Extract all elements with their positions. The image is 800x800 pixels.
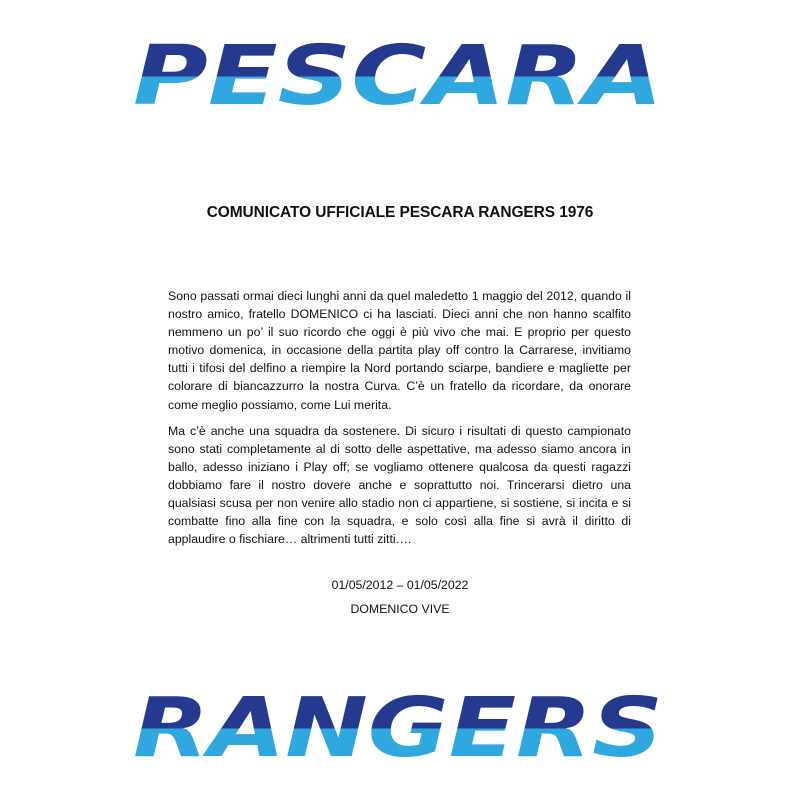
date-range: 01/05/2012 – 01/05/2022 [331,578,469,592]
rangers-logo [130,692,666,764]
pescara-logo-text: PESCARA [133,40,663,112]
pescara-logo [130,40,666,112]
rangers-logo-text: RANGERS [133,692,663,764]
document-title: COMUNICATO UFFICIALE PESCARA RANGERS 1976 [206,204,594,221]
document-body [168,287,631,556]
paragraph-1: Sono passati ormai dieci lunghi anni da quel maledetto 1 maggio del 2012, quando il nostro amico, fratello DOMENICO ci ha lasciati. Dieci anni che non hanno scalfito nemmeno un po’ il suo ricordo che oggi è più vivo che mai. E proprio per questo motivo domenica, in occasione della partita play off contro la Carrarese, invitiamo tutti i tifosi del delfino a riempire la Nord portando sciarpe, bandiere e magliette per colorare di biancazzurro la nostra Curva. C’è un fratello da ricordare, da onorare come meglio possiamo, come Lui merita. [168,289,631,412]
signature: DOMENICO VIVE [350,602,450,616]
paragraph-2: Ma c’è anche una squadra da sostenere. Di sicuro i risultati di questo campionato sono stati completamente al di sotto delle aspettative, ma adesso siamo ancora in ballo, adesso iniziano i Play off; se vogliamo ottenere qualcosa da questi ragazzi dobbiamo fare il nostro dovere anche e soprattutto noi. Trincerarsi dietro una qualsiasi scusa per non venire allo stadio non ci appartiene, si sostiene, si incita e si combatte fino alla fine con la squadra, e solo così alla fine si avrà il diritto di applaudire o fischiare… altrimenti tutti zitti…. [168,423,631,547]
